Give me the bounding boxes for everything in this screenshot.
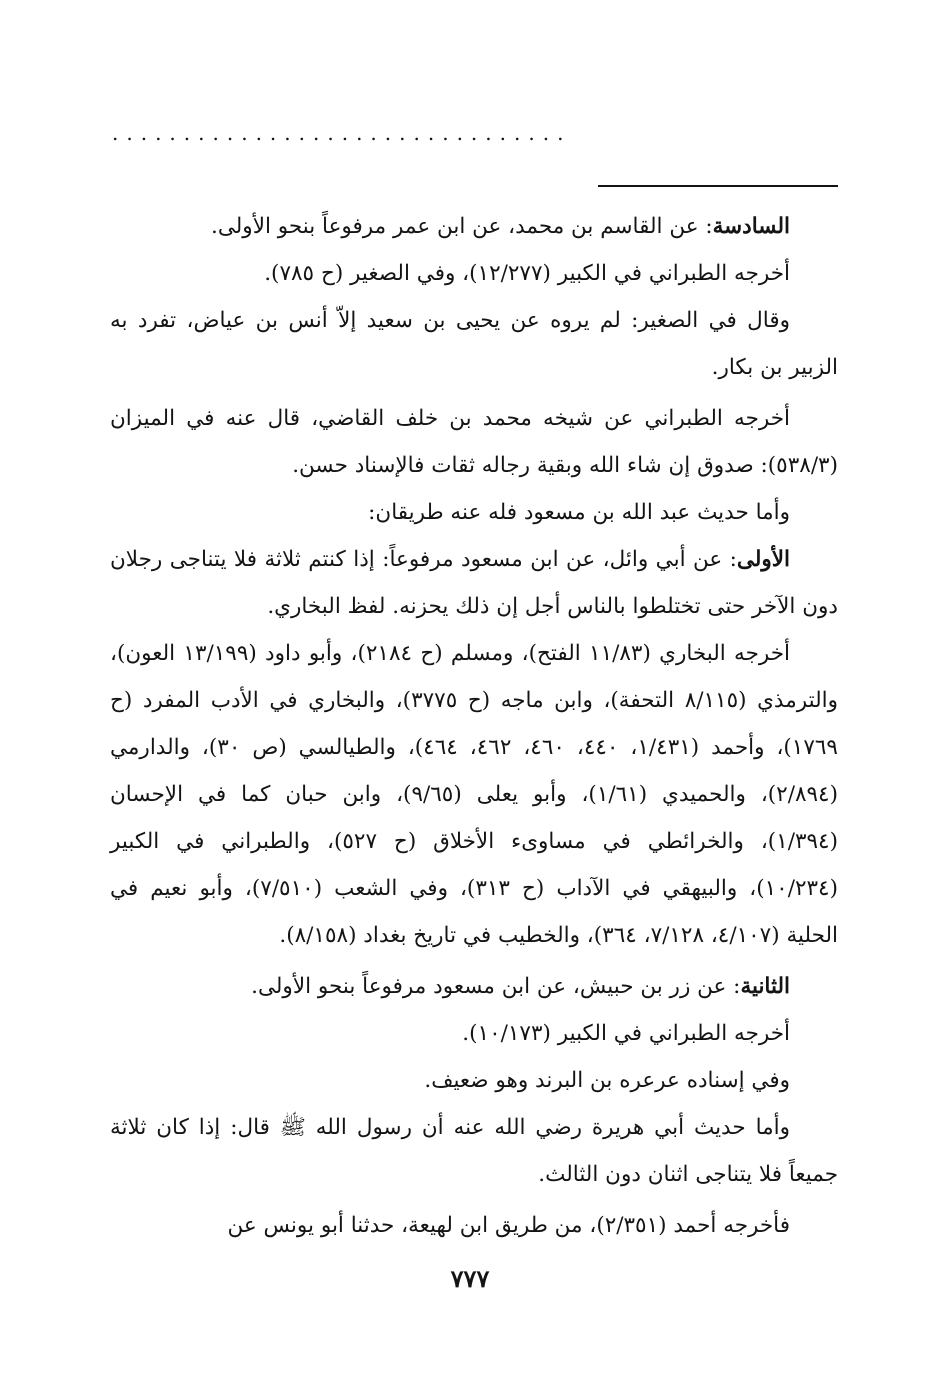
paragraph-text: وأما حديث عبد الله بن مسعود فله عنه طريقان: <box>368 500 790 525</box>
paragraph-tabarani-second <box>110 1010 838 1057</box>
page-number: ٧٧٧ <box>450 1264 490 1293</box>
paragraph-text: أخرجه البخاري (١١/٨٣ الفتح)، ومسلم (ح ٢١٨٤)، وأبو داود (١٣/١٩٩ العون)، والترمذي (٨/١١٥ التحفة)، وابن ماجه (ح ٣٧٧٥)، والبخاري في الأدب المفرد (ح ١٧٦٩)، وأحمد (١/٤٣١، ٤٤٠، ٤٦٠، ٤٦٢، ٤٦٤)، والطيالسي (ص ٣٠)، والدارمي (٢/٨٩٤)، والحميدي (١/٦١)، وأبو يعلى (٩/٦٥)، وابن حبان كما في الإحسان (١/٣٩٤)، والخرائطي في مساوىء الأخلاق (ح ٥٢٧)، والطبراني في الكبير (١٠/٢٣٤)، والبيهقي في الآداب (ح ٣١٣)، وفي الشعب (٧/٥١٠)، وأبو نعيم في الحلية (٤/١٠٧، ٧/١٢٨، ٣٦٤)، والخطيب في تاريخ بغداد (٨/١٥٨). <box>110 641 838 948</box>
paragraph-text: أخرجه الطبراني عن شيخه محمد بن خلف القاضي، قال عنه في الميزان (٥٣٨/٣): صدوق إن شاء الله وبقية رجاله ثقات فالإسناد حسن. <box>110 406 838 478</box>
paragraph-ahmad <box>110 1202 838 1249</box>
paragraph-mizan <box>110 395 838 489</box>
paragraph-lead: السادسة <box>712 214 790 239</box>
paragraph-ibn-masud-intro <box>110 489 838 536</box>
paragraph-text: وفي إسناده عرعره بن البرند وهو ضعيف. <box>424 1068 790 1093</box>
paragraph-text: أخرجه الطبراني في الكبير (١٢/٢٧٧)، وفي الصغير (ح ٧٨٥). <box>264 261 790 286</box>
paragraph-text: : عن أبي وائل، عن ابن مسعود مرفوعاً: إذا كنتم ثلاثة فلا يتناجى رجلان دون الآخر حتى تختلطوا بالناس أجل إن ذلك يحزنه. لفظ البخاري. <box>110 547 838 619</box>
paragraph-second-route <box>110 963 838 1010</box>
paragraph-saghir-note <box>110 297 838 391</box>
paragraph-text: وقال في الصغير: لم يروه عن يحيى بن سعيد إلاّ أنس بن عياض، تفرد به الزبير بن بكار. <box>110 308 838 380</box>
paragraph-weak-narrator <box>110 1057 838 1104</box>
paragraph-text: وأما حديث أبي هريرة رضي الله عنه أن رسول الله ﷺ قال: إذا كان ثلاثة جميعاً فلا يتناجى اثنان دون الثالث. <box>110 1115 838 1187</box>
paragraph-lead: الأولى <box>736 547 790 572</box>
paragraph-abu-hurayra <box>110 1104 838 1198</box>
dotted-separator: ................................ <box>112 121 572 145</box>
paragraph-text: : عن القاسم بن محمد، عن ابن عمر مرفوعاً بنحو الأولى. <box>211 214 713 239</box>
paragraph-text: فأخرجه أحمد (٢/٣٥١)، من طريق ابن لهيعة، حدثنا أبو يونس عن <box>227 1213 790 1238</box>
paragraph-tabarani-kabir <box>110 250 838 297</box>
paragraph-text: : عن زر بن حبيش، عن ابن مسعود مرفوعاً بنحو الأولى. <box>251 974 741 999</box>
footnote-rule <box>598 185 838 187</box>
paragraph-lead: الثانية <box>740 974 790 999</box>
main-text <box>110 203 838 1249</box>
paragraph-first-route <box>110 536 838 630</box>
paragraph-text: أخرجه الطبراني في الكبير (١٠/١٧٣). <box>462 1021 790 1046</box>
paragraph-sixth-route <box>110 203 838 250</box>
paragraph-takhrij <box>110 630 838 959</box>
